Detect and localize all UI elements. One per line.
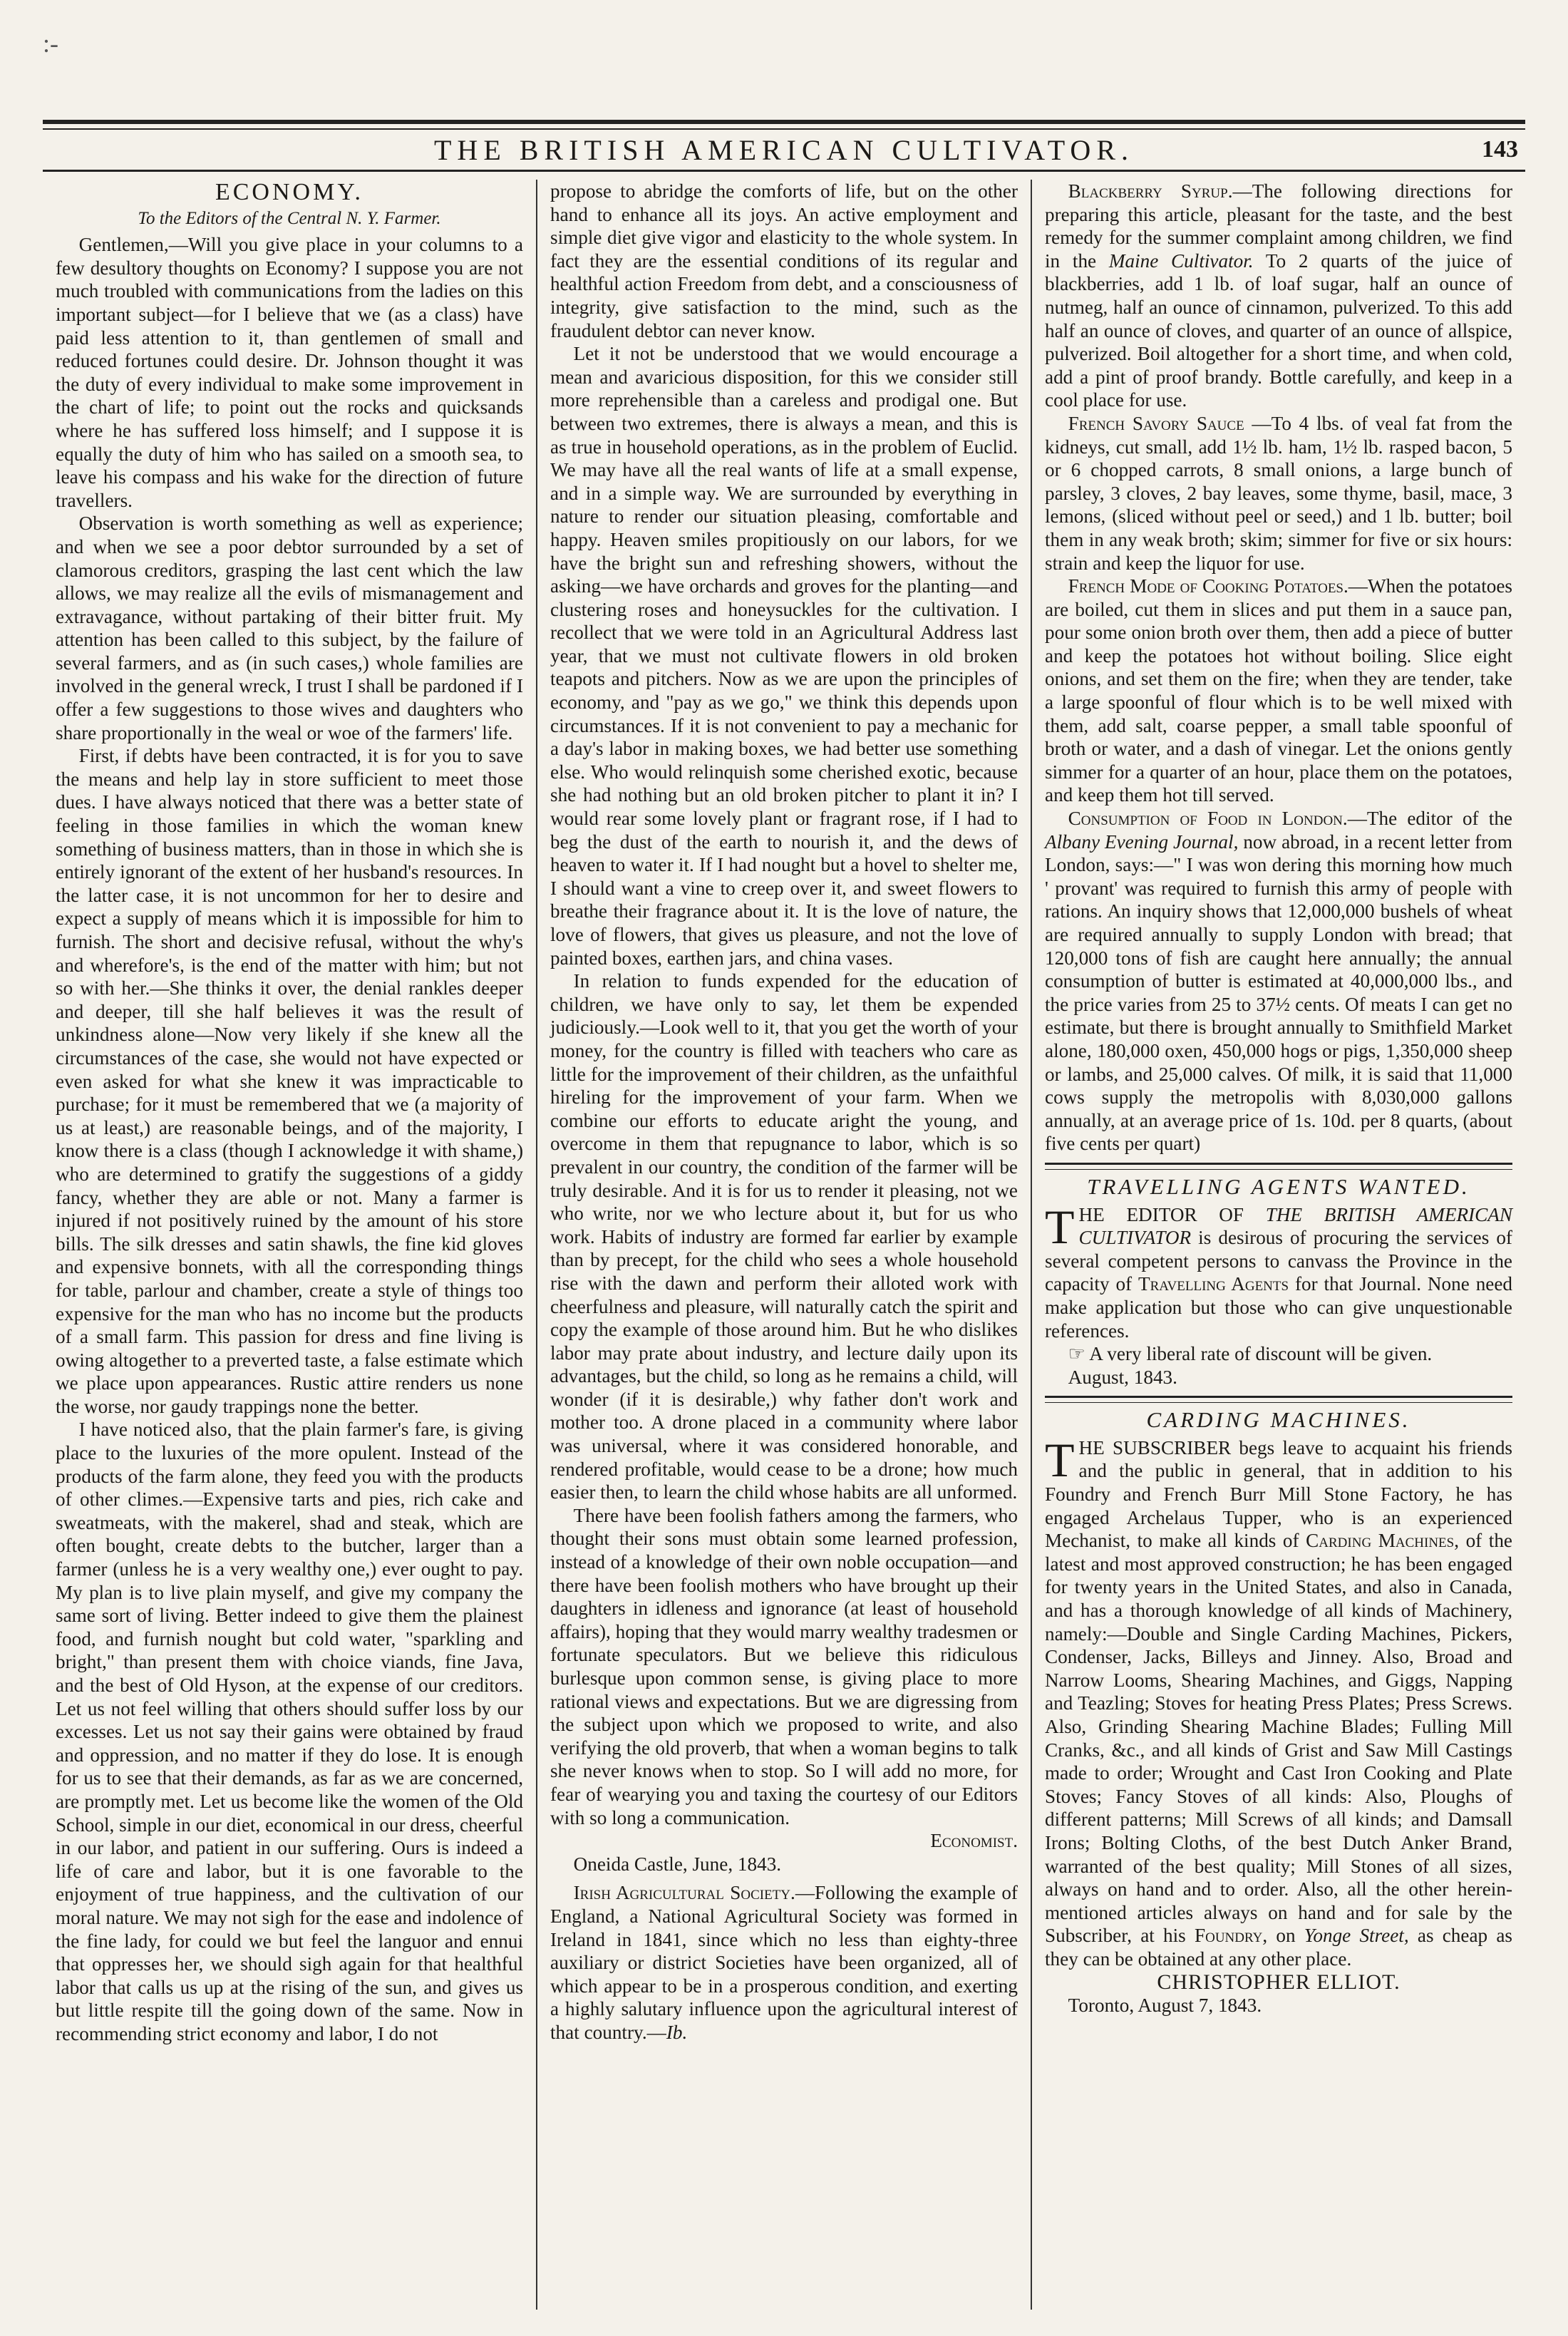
- article-heading: Consumption of Food in London.: [1068, 808, 1348, 830]
- ad-body: [1045, 1432, 1513, 1971]
- ad-street: Yonge Street,: [1304, 1925, 1409, 1947]
- header-rule: [43, 120, 1525, 124]
- article-body: —When the potatoes are boiled, cut them in slices and put them in a sauce pan, pour some onion broth over them, then add a piece of butter and keep the potatoes hot without boiling. Slice eight onions, and set them on the fire; when they are tender, take a large spoonful of flour which is to be well mixed with them, add salt, coarse pepper, a small table spoonful of broth or water, and a dash of vinegar. Let the onions gently simmer for a quarter of an hour, place them on the potatoes, and keep them hot till served.: [1045, 575, 1513, 806]
- article-source: Albany Evening Journal,: [1045, 830, 1239, 853]
- ad-rule: [1045, 1169, 1512, 1170]
- ad-signature: CHRISTOPHER ELLIOT.: [1157, 1970, 1401, 1994]
- column-3: [1031, 180, 1525, 2310]
- article-paragraph: In relation to funds expended for the education of children, we have only to say, let them be expended judiciously.—Look well to it, that you get the worth of your money, for the country is filled with teachers who care as little for the improvement of their children, as the unfaithful hireling for the improvement of your farm. When we combine our efforts to educate aright the young, and overcome in them that repugnance to labor, which is so prevalent in our country, the condition of the farmer will be truly desirable. And it is for us to render it pleasing, not we who write, nor we who lecture about it, but for us who work. Habits of industry are formed far earlier by example than by precept, for the child who sees a whole household rise with the dawn and perform their alloted work with cheerfulness and pleasure, will naturally catch the spirit and copy the example of those around him. But he who dislikes labor may prate about industry, and lecture daily upon its advantages, but the child, so long as he remains a child, will wonder (if it is desirable,) why father don't work and mother too. A drone placed in a community where labor was universal, where it was considered honorable, and rendered profitable, would cease to be a drone; how much easier then, to learn the child whose habits are all unformed.: [550, 970, 1018, 1503]
- ad-title-carding-machines: CARDING MACHINES.: [1146, 1407, 1411, 1433]
- ad-text: for that Journal. None need make application but those who can give unquestionable references.: [1045, 1273, 1513, 1342]
- article-paragraph: propose to abridge the comforts of life, but on the other hand to enhance all its joys. An active employment and simple diet give vigor and elasticity to the whole system. In fact they are the essential conditions of its regular and healthful action Freedom from debt, and a consciousness of integrity, give satisfaction to the mind, such as the fraudulent debtor can never know.: [550, 180, 1018, 341]
- article-signature: Economist.: [930, 1830, 1018, 1852]
- article-paragraph: There have been foolish fathers among the farmers, who thought their sons must obtain some learned profession, instead of a knowledge of their own noble occupation—and there have been foolish mothers who have brought up their daughters in idleness and ignorance (at least of household affairs), hoping that they would marry wealthy tradesmen or fortunate speculators. But we believe this ridiculous burlesque upon common sense, is giving place to more rational views and expectations. But we are digressing from the subject upon which we proposed to write, and also verifying the old proverb, that when a woman begins to talk she never knows when to stop. So I will add no more, for fear of wearying you and taxing the courtesy of our Editors with so long a communication.: [550, 1504, 1018, 1828]
- ad-rule: [1045, 1163, 1512, 1165]
- article-paragraph: First, if debts have been contracted, it is for you to save the means and help lay in store sufficient to meet those dues. I have always noticed that there was a better state of feeling in those families in which the woman knew something of business matters, than in those in which she is entirely ignorant of the extent of her husband's resources. In the latter case, it is not uncommon for her to desire and expect a supply of means which it is impossible for him to furnish. The short and decisive refusal, without the why's and wherefore's, is the end of the matter with him; but not so with her.—She thinks it over, the denial rankles deeper and deeper, till she half believes it was the result of unkindness alone—Now very likely if she knew all the circumstances of the case, she would not have expected or even asked for what she knew it was impracticable to purchase; for it must be remembered that we (a majority of us at least,) are reasonable beings, and of the majority, I know there is a class (though I acknowledge it with shame,) who are determined to gratify the suggestions of a giddy fancy, whether they are able or not. Many a farmer is injured if not positively ruined by the amount of his store bills. The silk dresses and satin shawls, the fine kid gloves and expensive bonnets, with all the corresponding things for table, parlour and chamber, create a style of things too expensive for the man who has no income but the products of a small farm. This passion for dress and fine living is owing altogether to a preverted taste, a false estimate which we place upon appearances. Rustic attire renders us none the worse, nor gaudy trappings none the better.: [56, 745, 523, 1417]
- article-title-economy: ECONOMY.: [215, 180, 363, 205]
- header-rule: [43, 170, 1525, 172]
- ad-text: Travelling Agents: [1138, 1273, 1289, 1295]
- page-number: 143: [1482, 136, 1518, 163]
- article-heading: French Savory Sauce: [1068, 412, 1244, 434]
- article-body: To 2 quarts of the juice of blackberries, add 1 lb. of loaf sugar, half an ounce of nutmeg, half an ounce of cinnamon, pulverized. To this add half an ounce of cloves, and quarter of an ounce of allspice, pulverized. Boil altogether for a short time, and when cold, add a pint of proof brandy. Bottle carefully, and keep in a cool place for use.: [1045, 249, 1512, 411]
- corner-mark: :-: [43, 29, 58, 58]
- ad-text: Carding Machines,: [1306, 1530, 1460, 1552]
- article-paragraph: I have noticed also, that the plain farmer's fare, is giving place to the luxuries of the more opulent. Instead of the products of the farm alone, they feed you with the products of other climes.—Expensive tarts and pies, rich cake and sweatmeats, with the makerel, shad and steak, which are often bought, create debts to the butcher, larger than a farmer (unless he is a very wealthy one,) ever ought to pay. My plan is to live plain myself, and give my company the same sort of living. Better indeed to give them the plainest food, and furnish nought but cold water, "sparkling and bright," than present them with choice viands, fine Java, and the best of Old Hyson, at the expense of our creditors. Let us not feel willing that others should suffer loss by our excesses. Let us not say their gains were obtained by fraud and oppression, and no matter if they do lose. It is enough for us to see that their demands, as far as we are concerned, are promptly met. Let us become like the women of the Old School, simple in our diet, economical in our dress, cheerful in our labor, and patient in our suffering. Ours is indeed a life of care and labor, but it is one favorable to the enjoyment of true happiness, and the cultivation of our moral nature. We may not sigh for the ease and indolence of the fine lady, for could we but feel the languor and ennui that oppresses her, we should sigh again for that healthful labor that calls us up at the rising of the sun, and gives us but little respite till the going down of the same. Now in recommending strict economy and labor, I do not: [56, 1419, 523, 2044]
- article-french-sauce: [1045, 412, 1512, 575]
- newspaper-page: [43, 29, 1525, 2310]
- article-paragraph: Gentlemen,—Will you give place in your columns to a few desultory thoughts on Economy? I suppose you are not much troubled with communications from the ladies on this important subject—for I believe that we (as a class) have paid less attention to it, than gentlemen of small and reduced fortunes could desire. Dr. Johnson thought it was the duty of every individual to make some improvement in the chart of life; to point out the rocks and quicksands where he has suffered loss himself; and I suppose it is equally the duty of him who has sailed on a smooth sea, to leave his compass and his wake for the direction of future travellers.: [56, 234, 523, 511]
- article-blackberry-syrup: [1045, 180, 1512, 412]
- article-body: —Following the example of England, a National Agricultural Society was formed in Ireland in 1841, since which no less than eighty-three auxiliary or district Societies have been organized, all of which appear to be in a prosperous condition, and exerting a highly salutary influence upon the agricultural interest of that country.—: [550, 1882, 1018, 2043]
- newspaper-title: THE BRITISH AMERICAN CULTIVATOR.: [434, 133, 1134, 166]
- ad-title-travelling-agents: TRAVELLING AGENTS WANTED.: [1087, 1173, 1470, 1199]
- article-french-potatoes: [1045, 575, 1512, 807]
- column-1: [43, 180, 536, 2310]
- header-rule: [43, 128, 1525, 130]
- article-subtitle: To the Editors of the Central N. Y. Farmer.: [138, 208, 441, 228]
- article-paragraph: Observation is worth something as well as experience; and when we see a poor debtor surrounded by a set of clamorous creditors, grasping the last cent which the law allows, we may realize all the evils of mismanagement and extravagance, without partaking of their bitter fruit. My attention has been called to this subject, by the failure of several farmers, and as (in such cases,) whole families are involved in the general wreck, I trust I shall be pardoned if I offer a few suggestions to those wives and daughters who share proportionally in the weal or woe of the farmers' life.: [56, 513, 523, 743]
- ad-text: HE EDITOR OF: [1078, 1203, 1266, 1225]
- ad-date: August, 1843.: [1068, 1366, 1177, 1388]
- article-body: —The editor of the: [1347, 808, 1512, 830]
- ad-paper-name: THE BRITISH AMERICAN CULTIVATOR: [1078, 1203, 1512, 1249]
- article-heading: Irish Agricultural Society.: [573, 1882, 795, 1904]
- article-heading: Blackberry Syrup.: [1068, 180, 1233, 202]
- ad-date: Toronto, August 7, 1843.: [1068, 1995, 1262, 2017]
- ad-note: ☞ A very liberal rate of discount will be given.: [1068, 1343, 1433, 1365]
- ad-text: HE SUBSCRIBER begs leave to acquaint his friends and the public in general, that in addition to his Foundry and French Burr Mill Stone Factory, he has engaged Archelaus Tupper, who is an experienced Mechanist, to make all kinds of: [1045, 1436, 1512, 1552]
- article-london-food: [1045, 807, 1512, 1156]
- ad-text: is desirous of procuring the services of several competent persons to canvass the Province in the capacity of: [1045, 1227, 1512, 1295]
- article-dateline: Oneida Castle, June, 1843.: [573, 1853, 782, 1875]
- article-credit: Ib.: [666, 2021, 688, 2043]
- ad-text: as cheap as they can be obtained at any other place.: [1045, 1925, 1512, 1970]
- masthead: [43, 133, 1525, 167]
- ad-text: on: [1267, 1925, 1304, 1947]
- ad-rule: [1045, 1396, 1512, 1398]
- ad-body: [1045, 1199, 1513, 1343]
- article-irish-society: [550, 1881, 1018, 2044]
- article-body: —To 4 lbs. of veal fat from the kidneys, cut small, add 1½ lb. ham, 1½ lb. rasped bacon, 5 or 6 chopped carrots, 8 small onions, a large bunch of parsley, 3 cloves, 2 bay leaves, some thyme, basil, mace, 3 lemons, (sliced without peel or seed,) and 1 lb. butter; boil them in any weak broth; skim; simmer for five or six hours: strain and keep the liquor for use.: [1045, 412, 1512, 574]
- column-2: [536, 180, 1031, 2310]
- article-source: Maine Cultivator.: [1108, 249, 1254, 272]
- drop-cap: T: [1045, 1432, 1075, 1487]
- ad-rule: [1045, 1402, 1512, 1403]
- ad-text: Foundry,: [1194, 1925, 1268, 1947]
- columns: [43, 180, 1525, 2310]
- article-body: now abroad, in a recent letter from London, says:—" I was won dering this morning how much ' provant' was required to furnish this army of people with rations. An inquiry shows that 12,000,000 bushels of wheat are required annually to supply London with bread; that 120,000 tons of fish are caught here annually; the annual consumption of butter is estimated at 40,000,000 lbs., and the price varies from 25 to 37½ cents. Of meats I can get no estimate, but there is brought annually to Smithfield Market alone, 180,000 oxen, 450,000 hogs or pigs, 1,350,000 sheep or lambs, and 25,000 calves. Of milk, it is said that 11,000 cows supply the metropolis with 8,030,000 gallons annually, at an average price of 1s. 10d. per 8 quarts, (about five cents per quart): [1045, 830, 1512, 1155]
- drop-cap: T: [1045, 1199, 1075, 1254]
- article-heading: French Mode of Cooking Potatoes.: [1068, 575, 1348, 597]
- article-paragraph: Let it not be understood that we would encourage a mean and avaricious disposition, for this we consider still more reprehensible than a careless and prodigal one. But between two extremes, there is always a mean, and this is as true in household operations, as in the problem of Euclid. We may have all the real wants of life at a small expense, and in a simple way. We are surrounded by everything in nature to render our situation pleasing, comfortable and happy. Heaven smiles propitiously on our labors, for we have the bright sun and refreshing showers, without the asking—we have orchards and groves for the planting—and clustering roses and honeysuckles for the cultivation. I recollect that we were told in an Agricultural Address last year, that we must not cultivate flowers in old broken teapots and pitchers. Now as we are upon the principles of economy, and "pay as we go," we think this depends upon circumstances. If it is not convenient to pay a mechanic for a day's labor in making boxes, we had better use something else. Who would relinquish some cherished exotic, because she had nothing but an old broken pitcher to plant it in? I would rear some lovely plant or fragrant rose, if I had to beg the dust of the earth to nourish it, and the dews of heaven to water it. If I had nought but a hovel to shelter me, I should want a vine to creep over it, and sweet flowers to breathe their fragrance about it. It is the love of nature, the love of flowers, that gives us pleasure, and not the love of painted boxes, earthen jars, and china vases.: [550, 343, 1018, 969]
- ad-text: of the latest and most approved construction; he has been engaged for twenty years in the United States, and also in Canada, and has a thorough knowledge of all kinds of Machinery, namely:—Double and Single Carding Machines, Pickers, Condenser, Jacks, Billeys and Jinney. Also, Broad and Narrow Looms, Shearing Machines, and Giggs, Napping and Teazling; Stoves for heating Press Plates; Press Screws. Also, Grinding Shearing Machine Blades; Fulling Mill Cranks, &c., and all kinds of Grist and Saw Mill Castings made to order; Wrought and Cast Iron Cooking and Plate Stoves; Fancy Stoves of all kinds: Also, Ploughs of different patterns; Mill Screws of all kinds; and Damsall Irons; Bolting Cloths, of the best Dutch Anker Brand, warranted of the best quality; Mill Stones of all sizes, always on hand and to order. Also, all the other herein-mentioned articles always on hand and for sale by the Subscriber, at his: [1045, 1530, 1513, 1947]
- article-body: —The following directions for preparing this article, pleasant for the taste, and the best remedy for the summer complaint among children, we find in the: [1045, 180, 1512, 272]
